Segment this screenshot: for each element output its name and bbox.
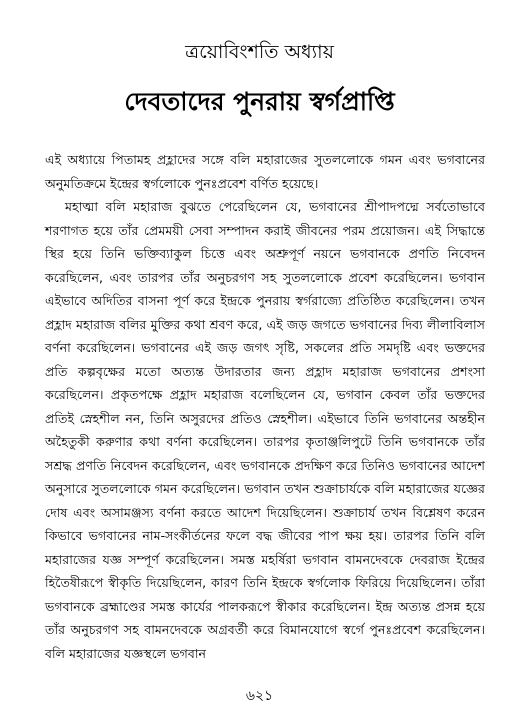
chapter-number-heading: ত্রয়োবিংশতি অধ্যায়	[185, 41, 334, 63]
summary-paragraph: এই অধ্যায়ে পিতামহ প্রহ্লাদের সঙ্গে বলি মহারাজের সুতললোকে গমন এবং ভগবানের অনুমতিক্রমে ইন্দ্রের স্বর্গলোকে পুনঃপ্রবেশ বর্ণিত হয়েছে।	[45, 152, 485, 191]
page-number: ৬২১	[245, 688, 274, 704]
chapter-title: দেবতাদের পুনরায় স্বর্গপ্রাপ্তি	[124, 87, 395, 116]
main-paragraph: মহাত্মা বলি মহারাজ বুঝতে পেরেছিলেন যে, ভগবানের শ্রীপাদপদ্মে সর্বতোভাবে শরণাগত হয়ে তাঁর প্রেমময়ী সেবা সম্পাদন করাই জীবনের পরম প্রয়োজন। এই সিদ্ধান্তে স্থির হয়ে তিনি ভক্তিব্যাকুল চিত্তে এবং অশ্রুপূর্ণ নয়নে ভগবানকে প্রণতি নিবেদন করেছিলেন, এবং তারপর তাঁর অনুচরগণ সহ সুতললোকে প্রবেশ করেছিলেন। ভগবান এইভাবে অদিতির বাসনা পূর্ণ করে ইন্দ্রকে পুনরায় স্বর্গরাজ্যে প্রতিষ্ঠিত করেছিলেন। তখন প্রহ্লাদ মহারাজ বলির মুক্তির কথা শ্রবণ করে, এই জড় জগতে ভগবানের দিব্য লীলাবিলাস বর্ণনা করেছিলেন। ভগবানের এই জড় জগৎ সৃষ্টি, সকলের প্রতি সমদৃষ্টি এবং ভক্তদের প্রতি কল্পবৃক্ষের মতো অত্যন্ত উদারতার জন্য প্রহ্লাদ মহারাজ ভগবানের প্রশংসা করেছিলেন। প্রকৃতপক্ষে প্রহ্লাদ মহারাজ বলেছিলেন যে, ভগবান কেবল তাঁর ভক্তদের প্রতিই স্নেহশীল নন, তিনি অসুরদের প্রতিও স্নেহশীল। এইভাবে তিনি ভগবানের অন্তহীন অহৈতুকী করুণার কথা বর্ণনা করেছিলেন। তারপর কৃতাঞ্জলিপুটে তিনি ভগবানকে তাঁর সশ্রদ্ধ প্রণতি নিবেদন করেছিলেন, এবং ভগবানকে প্রদক্ষিণ করে তিনিও ভগবানের আদেশ অনুসারে সুতললোকে গমন করেছিলেন। ভগবান তখন শুক্রাচার্যকে বলি মহারাজের যজ্ঞের দোষ এবং অসামঞ্জস্য বর্ণনা করতে আদেশ দিয়েছিলেন। শুক্রাচার্য তখন বিশ্লেষণ করেন কিভাবে ভগবানের নাম-সংকীর্তনের ফলে বদ্ধ জীবের পাপ ক্ষয় হয়। তারপর তিনি বলি মহারাজের যজ্ঞ সম্পূর্ণ করেছিলেন। সমস্ত মহর্ষিরা ভগবান বামনদেবকে দেবরাজ ইন্দ্রের হিতৈষীরূপে স্বীকৃতি দিয়েছিলেন, কারণ তিনি ইন্দ্রকে স্বর্গলোক ফিরিয়ে দিয়েছিলেন। তাঁরা ভগবানকে ব্রহ্মাণ্ডের সমস্ত কার্যের পালকরূপে স্বীকার করেছিলেন। ইন্দ্র অত্যন্ত প্রসন্ন হয়ে তাঁর অনুচরগণ সহ বামনদেবকে অগ্রবর্তী করে বিমানযোগে স্বর্গে পুনঃপ্রবেশ করেছিলেন। বলি মহারাজের যজ্ঞস্থলে ভগবান	[45, 199, 485, 661]
body-text	[45, 148, 485, 665]
